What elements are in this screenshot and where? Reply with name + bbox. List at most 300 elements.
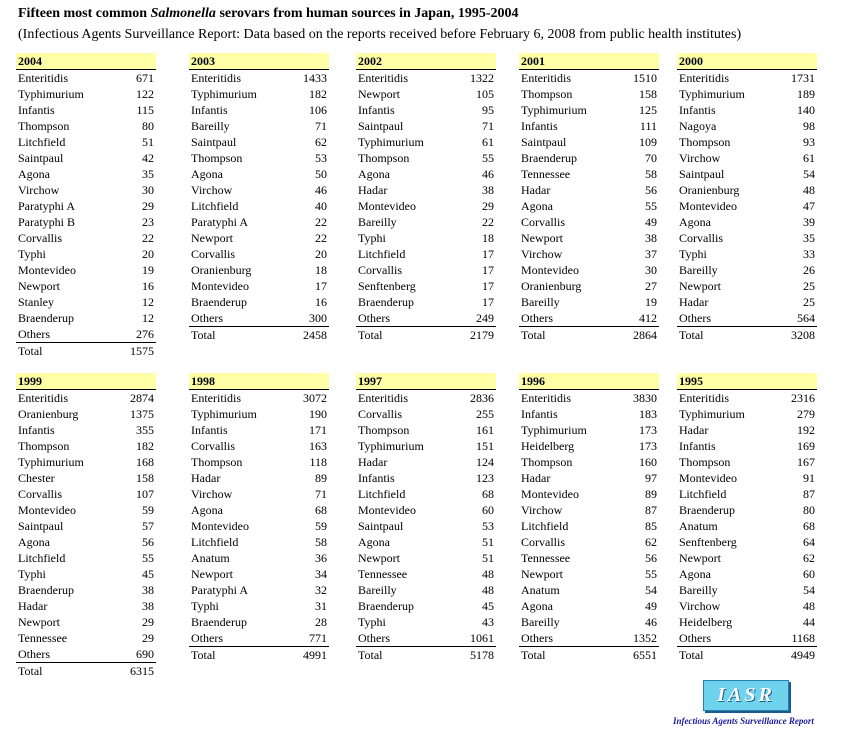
table-row (519, 294, 659, 310)
serovar-name: Typhimurium (521, 423, 587, 437)
table-row (677, 182, 817, 198)
serovar-name: Oranienburg (18, 407, 79, 421)
case-count: 28 (315, 615, 327, 629)
table-row (189, 550, 329, 566)
table-row (16, 518, 156, 534)
case-count: 32 (315, 583, 327, 597)
serovar-name: Saintpaul (18, 519, 64, 533)
table-row (16, 454, 156, 470)
serovar-name: Montevideo (191, 519, 249, 533)
table-1998 (189, 373, 329, 663)
case-count: 56 (645, 551, 657, 565)
case-count: 771 (309, 631, 327, 645)
case-count: 279 (797, 407, 815, 421)
serovar-name: Saintpaul (358, 119, 404, 133)
case-count: 564 (797, 311, 815, 325)
case-count: 91 (803, 471, 815, 485)
table-year-header: 2003 (189, 53, 329, 70)
table-row (519, 550, 659, 566)
table-row (356, 534, 496, 550)
table-row (16, 150, 156, 166)
total-row (356, 647, 496, 663)
case-count: 111 (639, 119, 657, 133)
case-count: 18 (482, 231, 494, 245)
case-count: 22 (482, 215, 494, 229)
serovar-name: Bareilly (521, 295, 560, 309)
serovar-name: Thompson (18, 439, 70, 453)
table-row (356, 454, 496, 470)
title-prefix: Fifteen most common (18, 6, 148, 21)
serovar-name: Tennessee (521, 167, 571, 181)
table-row (189, 390, 329, 406)
table-row (677, 502, 817, 518)
case-count: 161 (476, 423, 494, 437)
case-count: 173 (639, 423, 657, 437)
table-row (356, 598, 496, 614)
case-count: 48 (482, 583, 494, 597)
serovar-name: Enteritidis (521, 71, 571, 85)
serovar-name: Litchfield (191, 199, 239, 213)
table-2000 (677, 53, 817, 343)
table-row (356, 518, 496, 534)
table-row (519, 454, 659, 470)
table-row (677, 166, 817, 182)
table-row (677, 118, 817, 134)
serovar-name: Agona (191, 503, 223, 517)
table-row (356, 246, 496, 262)
table-row (189, 150, 329, 166)
case-count: 1433 (303, 71, 327, 85)
serovar-name: Typhi (191, 599, 219, 613)
serovar-name: Thompson (521, 87, 573, 101)
serovar-name: Hadar (679, 295, 709, 309)
table-row (677, 614, 817, 630)
table-row (519, 566, 659, 582)
table-row (189, 198, 329, 214)
table-row (189, 102, 329, 118)
table-row (677, 246, 817, 262)
case-count: 71 (482, 119, 494, 133)
table-row (519, 390, 659, 406)
serovar-name: Saintpaul (191, 135, 237, 149)
table-row (519, 86, 659, 102)
case-count: 54 (645, 583, 657, 597)
table-year-header: 2002 (356, 53, 496, 70)
table-row (519, 182, 659, 198)
serovar-name: Enteritidis (679, 71, 729, 85)
serovar-name: Thompson (358, 151, 410, 165)
case-count: 56 (142, 535, 154, 549)
serovar-name: Newport (18, 615, 60, 629)
table-row (16, 566, 156, 582)
case-count: 26 (803, 263, 815, 277)
case-count: 355 (136, 423, 154, 437)
table-row (16, 70, 156, 86)
others-row (16, 646, 156, 663)
case-count: 38 (482, 183, 494, 197)
table-1996 (519, 373, 659, 663)
case-count: 19 (142, 263, 154, 277)
case-count: 160 (639, 455, 657, 469)
serovar-name: Total (18, 344, 43, 358)
table-row (356, 262, 496, 278)
table-year-header: 2001 (519, 53, 659, 70)
table-row (16, 614, 156, 630)
serovar-name: Total (679, 648, 704, 662)
table-row (356, 150, 496, 166)
table-row (16, 630, 156, 646)
table-row (16, 262, 156, 278)
serovar-name: Newport (521, 567, 563, 581)
case-count: 70 (645, 151, 657, 165)
table-row (519, 70, 659, 86)
case-count: 106 (309, 103, 327, 117)
table-row (16, 406, 156, 422)
case-count: 55 (645, 199, 657, 213)
others-row (189, 630, 329, 647)
case-count: 27 (645, 279, 657, 293)
serovar-name: Litchfield (358, 247, 406, 261)
case-count: 51 (482, 535, 494, 549)
serovar-name: Stanley (18, 295, 54, 309)
table-row (16, 198, 156, 214)
serovar-name: Typhi (679, 247, 707, 261)
table-2004 (16, 53, 156, 359)
serovar-name: Typhimurium (679, 87, 745, 101)
table-row (677, 566, 817, 582)
serovar-name: Others (18, 647, 50, 661)
serovar-name: Anatum (191, 551, 230, 565)
table-row (356, 182, 496, 198)
case-count: 49 (645, 215, 657, 229)
table-row (519, 438, 659, 454)
case-count: 29 (142, 631, 154, 645)
serovar-name: Braenderup (358, 295, 414, 309)
table-row (16, 534, 156, 550)
serovar-name: Corvallis (521, 535, 565, 549)
case-count: 44 (803, 615, 815, 629)
serovar-name: Others (18, 327, 50, 341)
serovar-name: Nagoya (679, 119, 717, 133)
table-row (189, 230, 329, 246)
serovar-name: Enteritidis (358, 391, 408, 405)
case-count: 169 (797, 439, 815, 453)
table-row (189, 422, 329, 438)
table-row (16, 582, 156, 598)
table-row (189, 502, 329, 518)
serovar-name: Agona (679, 567, 711, 581)
serovar-name: Newport (521, 231, 563, 245)
serovar-name: Tennessee (18, 631, 68, 645)
serovar-name: Total (358, 648, 383, 662)
serovar-name: Agona (358, 167, 390, 181)
case-count: 62 (803, 551, 815, 565)
serovar-name: Hadar (358, 455, 388, 469)
table-row (677, 134, 817, 150)
others-row (356, 310, 496, 327)
serovar-name: Thompson (679, 455, 731, 469)
table-year-header: 1998 (189, 373, 329, 390)
table-row (677, 438, 817, 454)
table-year-header: 1996 (519, 373, 659, 390)
case-count: 61 (803, 151, 815, 165)
serovar-name: Tennessee (358, 567, 408, 581)
serovar-name: Saintpaul (521, 135, 567, 149)
table-row (519, 614, 659, 630)
case-count: 190 (309, 407, 327, 421)
page-title (18, 6, 519, 22)
case-count: 109 (639, 135, 657, 149)
case-count: 30 (645, 263, 657, 277)
table-row (519, 582, 659, 598)
serovar-name: Hadar (191, 471, 221, 485)
table-row (16, 390, 156, 406)
case-count: 46 (645, 615, 657, 629)
serovar-name: Tennessee (521, 551, 571, 565)
serovar-name: Total (18, 664, 43, 678)
case-count: 56 (645, 183, 657, 197)
serovar-name: Braenderup (521, 151, 577, 165)
serovar-name: Bareilly (358, 583, 397, 597)
table-row (356, 566, 496, 582)
case-count: 60 (803, 567, 815, 581)
serovar-name: Typhimurium (191, 407, 257, 421)
table-row (16, 598, 156, 614)
serovar-name: Typhi (18, 247, 46, 261)
serovar-name: Infantis (358, 103, 395, 117)
case-count: 40 (315, 199, 327, 213)
serovar-name: Enteritidis (18, 71, 68, 85)
serovar-name: Others (679, 631, 711, 645)
table-1995 (677, 373, 817, 663)
table-row (16, 550, 156, 566)
case-count: 80 (803, 503, 815, 517)
case-count: 25 (803, 279, 815, 293)
case-count: 55 (482, 151, 494, 165)
serovar-name: Infantis (521, 119, 558, 133)
serovar-name: Thompson (358, 423, 410, 437)
table-row (189, 614, 329, 630)
serovar-name: Agona (679, 215, 711, 229)
case-count: 168 (136, 455, 154, 469)
case-count: 64 (803, 535, 815, 549)
table-row (16, 294, 156, 310)
case-count: 34 (315, 567, 327, 581)
table-row (519, 246, 659, 262)
case-count: 158 (136, 471, 154, 485)
serovar-name: Litchfield (358, 487, 406, 501)
case-count: 46 (315, 183, 327, 197)
table-row (189, 182, 329, 198)
table-row (519, 198, 659, 214)
table-row (189, 566, 329, 582)
total-row (16, 663, 156, 679)
serovar-name: Others (521, 311, 553, 325)
table-row (356, 198, 496, 214)
case-count: 25 (803, 295, 815, 309)
table-row (356, 486, 496, 502)
serovar-name: Agona (358, 535, 390, 549)
case-count: 118 (309, 455, 327, 469)
case-count: 182 (309, 87, 327, 101)
serovar-name: Agona (521, 199, 553, 213)
serovar-name: Typhi (358, 615, 386, 629)
case-count: 54 (803, 167, 815, 181)
case-count: 17 (482, 295, 494, 309)
table-row (519, 118, 659, 134)
case-count: 3208 (791, 328, 815, 342)
table-row (356, 86, 496, 102)
table-row (356, 406, 496, 422)
case-count: 158 (639, 87, 657, 101)
table-row (189, 486, 329, 502)
logo-text: IASR (717, 684, 775, 706)
case-count: 2836 (470, 391, 494, 405)
case-count: 12 (142, 295, 154, 309)
serovar-name: Corvallis (358, 263, 402, 277)
case-count: 68 (315, 503, 327, 517)
table-row (519, 486, 659, 502)
case-count: 1352 (633, 631, 657, 645)
case-count: 55 (645, 567, 657, 581)
table-row (189, 470, 329, 486)
serovar-name: Oranienburg (679, 183, 740, 197)
case-count: 107 (136, 487, 154, 501)
case-count: 671 (136, 71, 154, 85)
table-row (16, 166, 156, 182)
case-count: 6551 (633, 648, 657, 662)
table-row (519, 278, 659, 294)
serovar-name: Montevideo (679, 471, 737, 485)
serovar-name: Virchow (191, 183, 233, 197)
case-count: 51 (482, 551, 494, 565)
case-count: 38 (142, 583, 154, 597)
case-count: 4991 (303, 648, 327, 662)
serovar-name: Newport (679, 279, 721, 293)
serovar-name: Others (358, 311, 390, 325)
table-row (16, 86, 156, 102)
serovar-name: Montevideo (358, 503, 416, 517)
table-row (16, 246, 156, 262)
serovar-name: Newport (18, 279, 60, 293)
table-row (677, 278, 817, 294)
case-count: 48 (803, 599, 815, 613)
case-count: 36 (315, 551, 327, 565)
case-count: 1731 (791, 71, 815, 85)
case-count: 3830 (633, 391, 657, 405)
case-count: 1375 (130, 407, 154, 421)
table-row (189, 518, 329, 534)
table-row (677, 390, 817, 406)
serovar-name: Others (679, 311, 711, 325)
table-row (677, 230, 817, 246)
table-row (356, 102, 496, 118)
table-row (519, 134, 659, 150)
case-count: 93 (803, 135, 815, 149)
serovar-name: Typhi (18, 567, 46, 581)
table-row (189, 582, 329, 598)
serovar-name: Saintpaul (358, 519, 404, 533)
serovar-name: Virchow (521, 247, 563, 261)
serovar-name: Infantis (18, 103, 55, 117)
logo-caption: Infectious Agents Surveillance Report (673, 716, 814, 726)
case-count: 97 (645, 471, 657, 485)
case-count: 58 (645, 167, 657, 181)
case-count: 22 (315, 215, 327, 229)
total-row (677, 327, 817, 343)
serovar-name: Hadar (521, 183, 551, 197)
case-count: 30 (142, 183, 154, 197)
serovar-name: Thompson (521, 455, 573, 469)
table-row (677, 102, 817, 118)
table-row (519, 214, 659, 230)
serovar-name: Heidelberg (521, 439, 575, 453)
serovar-name: Typhimurium (358, 439, 424, 453)
serovar-name: Senftenberg (358, 279, 416, 293)
serovar-name: Others (191, 311, 223, 325)
serovar-name: Newport (358, 551, 400, 565)
serovar-name: Newport (358, 87, 400, 101)
table-row (677, 70, 817, 86)
table-row (519, 518, 659, 534)
serovar-name: Virchow (521, 503, 563, 517)
table-row (356, 230, 496, 246)
serovar-name: Infantis (191, 103, 228, 117)
table-year-header: 1999 (16, 373, 156, 390)
table-row (16, 182, 156, 198)
table-row (189, 70, 329, 86)
table-row (16, 422, 156, 438)
serovar-name: Typhi (358, 231, 386, 245)
case-count: 182 (136, 439, 154, 453)
case-count: 55 (142, 551, 154, 565)
serovar-name: Montevideo (521, 487, 579, 501)
case-count: 71 (315, 119, 327, 133)
serovar-name: Corvallis (679, 231, 723, 245)
table-row (16, 230, 156, 246)
serovar-name: Paratyphi A (191, 215, 248, 229)
case-count: 3072 (303, 391, 327, 405)
serovar-name: Paratyphi A (18, 199, 75, 213)
table-row (677, 582, 817, 598)
others-row (677, 310, 817, 327)
serovar-name: Bareilly (521, 615, 560, 629)
case-count: 12 (142, 311, 154, 325)
serovar-name: Thompson (18, 119, 70, 133)
case-count: 59 (315, 519, 327, 533)
case-count: 80 (142, 119, 154, 133)
serovar-name: Saintpaul (18, 151, 64, 165)
table-row (16, 278, 156, 294)
case-count: 50 (315, 167, 327, 181)
serovar-name: Braenderup (18, 311, 74, 325)
case-count: 85 (645, 519, 657, 533)
serovar-name: Agona (191, 167, 223, 181)
table-year-header: 1997 (356, 373, 496, 390)
table-row (356, 278, 496, 294)
case-count: 89 (315, 471, 327, 485)
case-count: 38 (645, 231, 657, 245)
title-suffix: serovars from human sources in Japan, 1995-2004 (215, 6, 519, 21)
serovar-name: Chester (18, 471, 55, 485)
serovar-name: Hadar (18, 599, 48, 613)
serovar-name: Anatum (679, 519, 718, 533)
table-row (677, 214, 817, 230)
others-row (519, 630, 659, 647)
total-row (189, 327, 329, 343)
table-row (16, 118, 156, 134)
table-year-header: 2000 (677, 53, 817, 70)
